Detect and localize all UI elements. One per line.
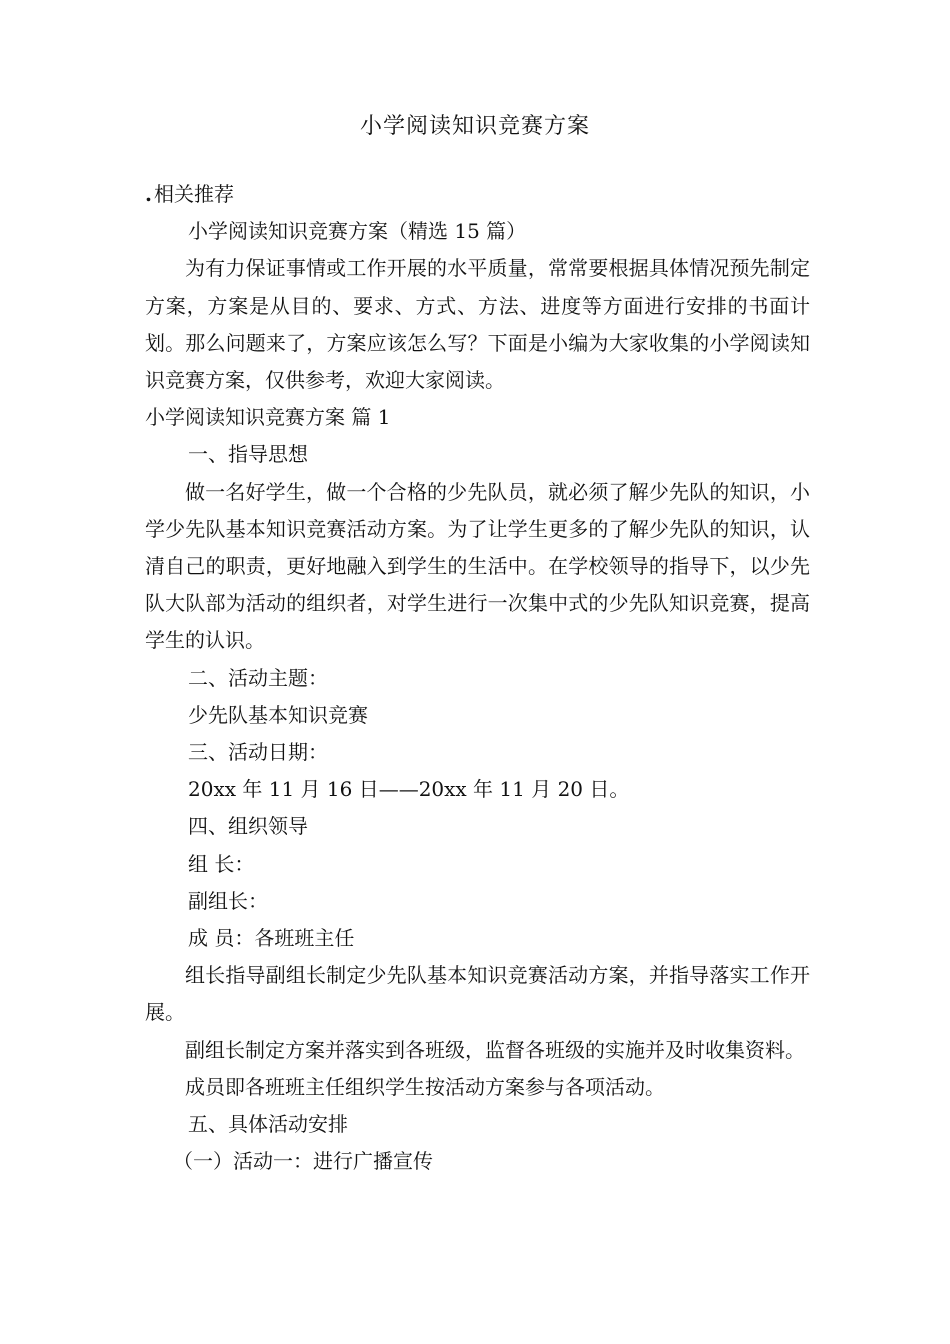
paragraph-members-duty: 成员即各班班主任组织学生按活动方案参与各项活动。 bbox=[185, 1074, 665, 1099]
heading-activity-theme: 二、活动主题： bbox=[188, 665, 328, 690]
activity-date-text: 20xx 年 11 月 16 日——20xx 年 11 月 20 日。 bbox=[188, 777, 630, 802]
intro-paragraph: 为有力保证事情或工作开展的水平质量，常常要根据具体情况预先制定方案，方案是从目的、要求、方式、方法、进度等方面进行安排的书面计划。那么问题来了，方案应该怎么写？下面是小编为大家收集的小学阅读知识竞赛方案，仅供参考，欢迎大家阅读。 bbox=[145, 256, 810, 393]
heading-organization: 四、组织领导 bbox=[188, 814, 308, 839]
document-body bbox=[145, 176, 810, 1180]
section-heading: 小学阅读知识竞赛方案 篇 1 bbox=[145, 405, 391, 430]
bullet-dot: . bbox=[145, 182, 152, 206]
paragraph-guiding-ideology: 做一名好学生，做一个合格的少先队员，就必须了解少先队的知识，小学少先队基本知识竞赛活动方案。为了让学生更多的了解少先队的知识，认清自己的职责，更好地融入到学生的生活中。在学校领导的指导下，以少先队大队部为活动的组织者，对学生进行一次集中式的少先队知识竞赛，提高学生的认识。 bbox=[145, 479, 810, 653]
leader-line: 组 长： bbox=[188, 851, 255, 876]
activity-one-heading: （一）活动一：进行广播宣传 bbox=[173, 1149, 433, 1174]
heading-activity-date: 三、活动日期： bbox=[188, 740, 328, 765]
document-title: 小学阅读知识竞赛方案 bbox=[359, 114, 590, 139]
related-link[interactable]: 小学阅读知识竞赛方案（精选 15 篇） bbox=[188, 219, 527, 244]
heading-activity-arrangement: 五、具体活动安排 bbox=[188, 1112, 348, 1137]
heading-guiding-ideology: 一、指导思想 bbox=[188, 442, 308, 467]
related-label: 相关推荐 bbox=[153, 182, 234, 206]
vice-leader-line: 副组长： bbox=[188, 888, 268, 913]
activity-theme-text: 少先队基本知识竞赛 bbox=[188, 702, 368, 727]
members-line: 成 员：各班班主任 bbox=[188, 926, 355, 951]
paragraph-leader-duty: 组长指导副组长制定少先队基本知识竞赛活动方案，并指导落实工作开展。 bbox=[145, 963, 810, 1025]
related-heading bbox=[145, 176, 810, 213]
paragraph-vice-duty: 副组长制定方案并落实到各班级，监督各班级的实施并及时收集资料。 bbox=[185, 1037, 805, 1062]
